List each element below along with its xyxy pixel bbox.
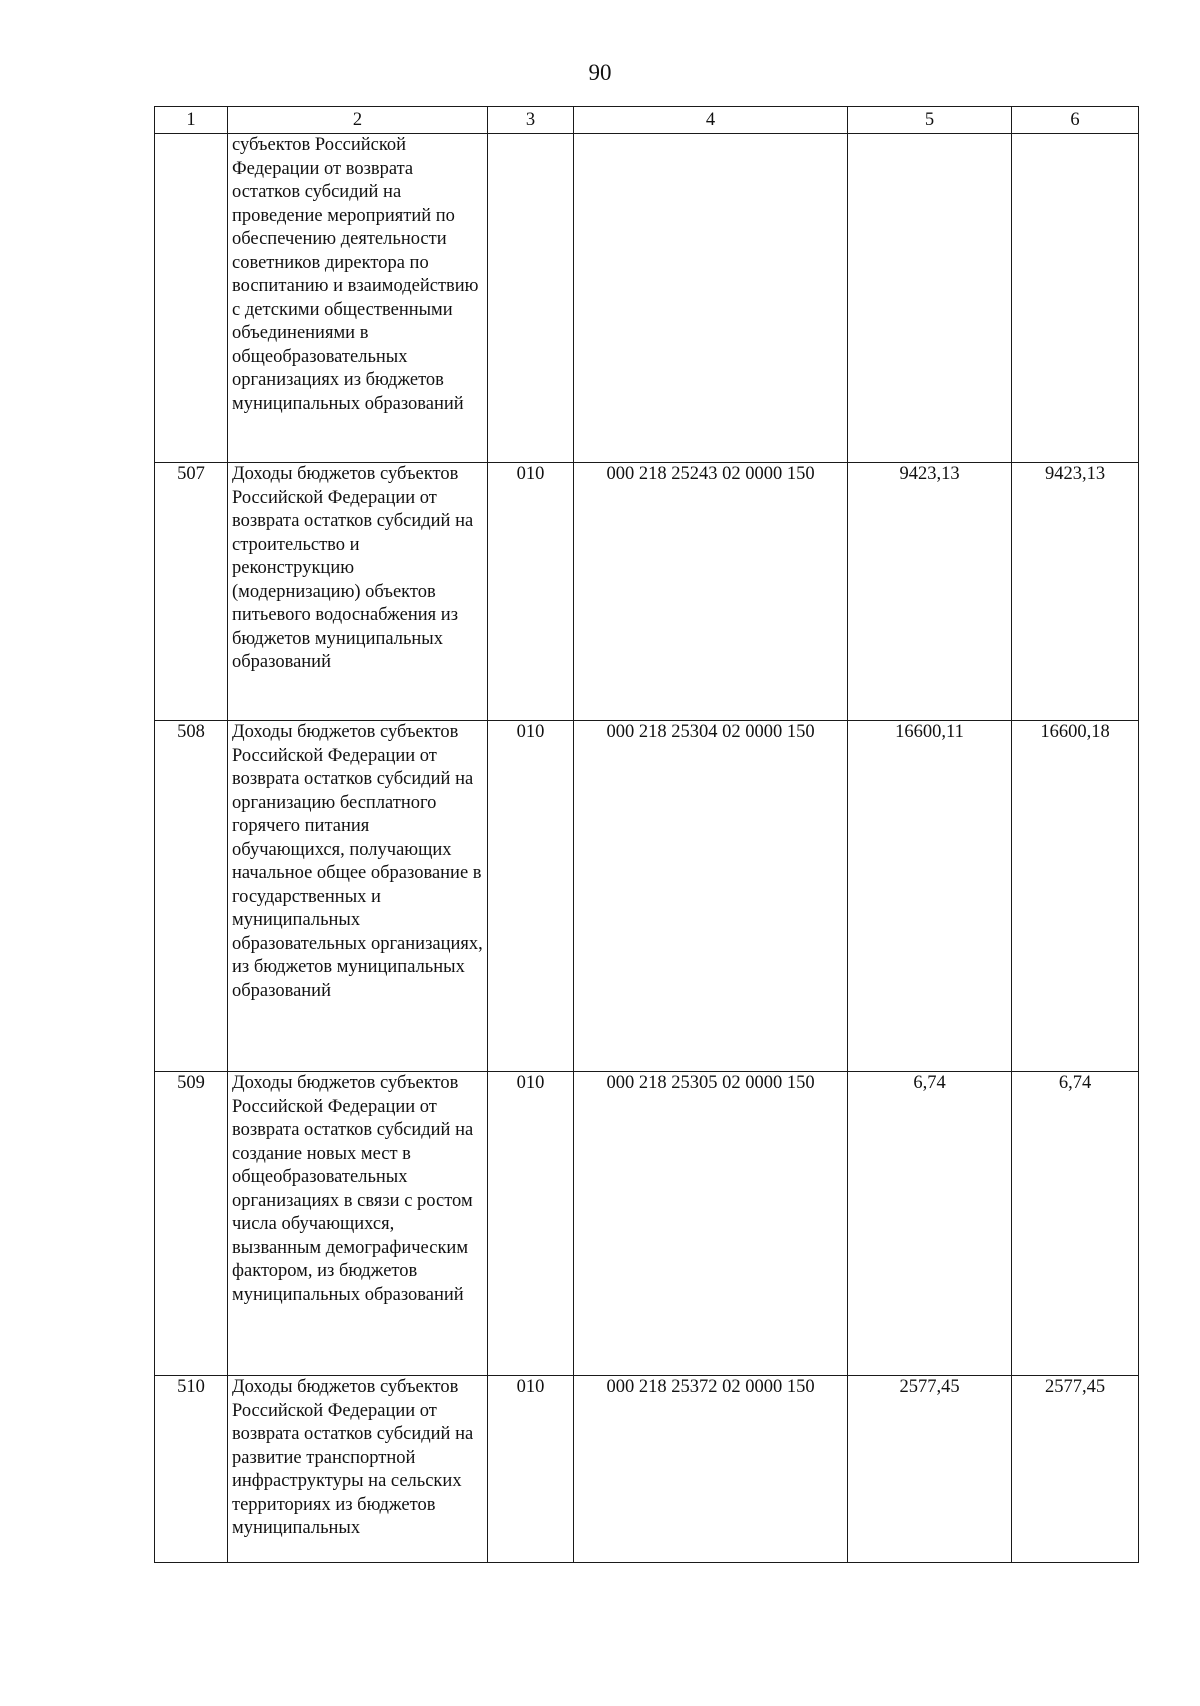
row-number: 509 xyxy=(155,1072,228,1376)
row-description: Доходы бюджетов субъектов Российской Федерации от возврата остатков субсидий на создание новых мест в общеобразовательных организациях в связи с ростом числа обучающихся, вызванным демографическим фактором, из бюджетов муниципальных образований xyxy=(228,1072,488,1376)
row-value-6: 16600,18 xyxy=(1012,721,1139,1072)
row-budget-classification-code: 000 218 25305 02 0000 150 xyxy=(574,1072,848,1376)
column-header-2: 2 xyxy=(228,107,488,134)
row-value-6 xyxy=(1012,134,1139,463)
row-value-5: 16600,11 xyxy=(848,721,1012,1072)
row-value-5: 9423,13 xyxy=(848,463,1012,721)
row-value-5 xyxy=(848,134,1012,463)
table-row xyxy=(155,721,1139,1072)
column-header-1: 1 xyxy=(155,107,228,134)
table-row xyxy=(155,1376,1139,1563)
row-description: Доходы бюджетов субъектов Российской Федерации от возврата остатков субсидий на организацию бесплатного горячего питания обучающихся, получающих начальное общее образование в государственных и муниципальных образовательных организациях, из бюджетов муниципальных образований xyxy=(228,721,488,1072)
column-header-5: 5 xyxy=(848,107,1012,134)
column-header-6: 6 xyxy=(1012,107,1139,134)
column-header-4: 4 xyxy=(574,107,848,134)
budget-table xyxy=(154,106,1139,1563)
row-description: Доходы бюджетов субъектов Российской Федерации от возврата остатков субсидий на строительство и реконструкцию (модернизацию) объектов питьевого водоснабжения из бюджетов муниципальных образований xyxy=(228,463,488,721)
row-value-5: 6,74 xyxy=(848,1072,1012,1376)
row-number: 510 xyxy=(155,1376,228,1563)
table-header-row xyxy=(155,107,1139,134)
table-row xyxy=(155,463,1139,721)
row-budget-classification-code: 000 218 25243 02 0000 150 xyxy=(574,463,848,721)
table-row xyxy=(155,134,1139,463)
row-code: 010 xyxy=(488,463,574,721)
table-row xyxy=(155,1072,1139,1376)
page-number: 90 xyxy=(588,60,612,85)
row-budget-classification-code: 000 218 25304 02 0000 150 xyxy=(574,721,848,1072)
row-code: 010 xyxy=(488,1072,574,1376)
row-description: Доходы бюджетов субъектов Российской Федерации от возврата остатков субсидий на развитие транспортной инфраструктуры на сельских территориях из бюджетов муниципальных xyxy=(228,1376,488,1563)
column-header-3: 3 xyxy=(488,107,574,134)
row-number: 508 xyxy=(155,721,228,1072)
row-value-6: 6,74 xyxy=(1012,1072,1139,1376)
row-value-5: 2577,45 xyxy=(848,1376,1012,1563)
row-budget-classification-code: 000 218 25372 02 0000 150 xyxy=(574,1376,848,1563)
row-description: субъектов Российской Федерации от возврата остатков субсидий на проведение мероприятий по обеспечению деятельности советников директора по воспитанию и взаимодействию с детскими общественными объединениями в общеобразовательных организациях из бюджетов муниципальных образований xyxy=(228,134,488,463)
row-code: 010 xyxy=(488,721,574,1072)
row-budget-classification-code xyxy=(574,134,848,463)
row-code: 010 xyxy=(488,1376,574,1563)
row-number xyxy=(155,134,228,463)
row-number: 507 xyxy=(155,463,228,721)
row-value-6: 9423,13 xyxy=(1012,463,1139,721)
row-value-6: 2577,45 xyxy=(1012,1376,1139,1563)
row-code xyxy=(488,134,574,463)
